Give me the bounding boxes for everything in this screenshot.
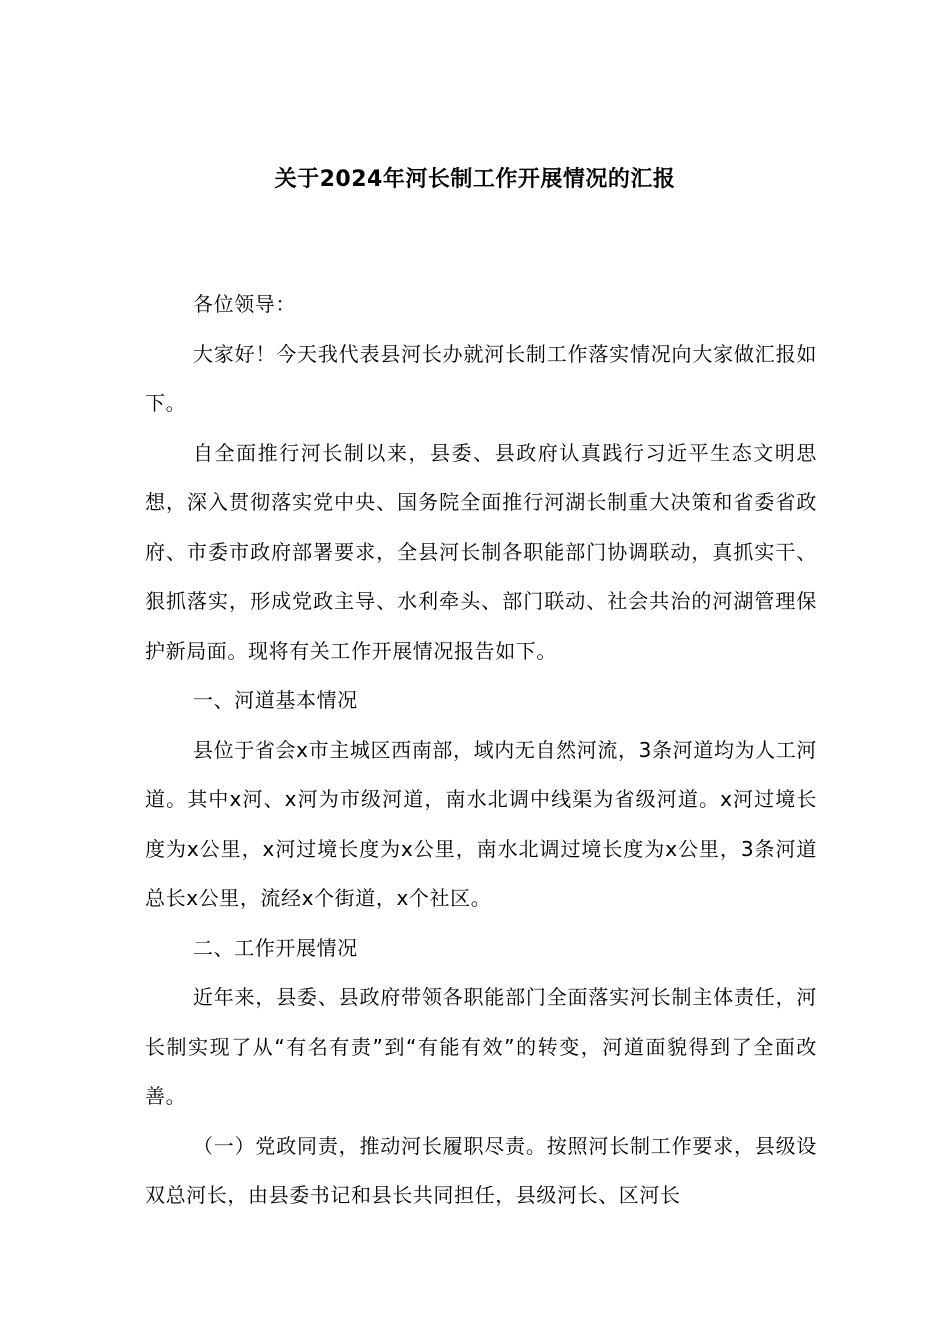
intro-paragraph: 自全面推行河长制以来，县委、县政府认真践行习近平生态文明思想，深入贯彻落实党中央、国务院全面推行河湖长制重大决策和省委省政府、市委市政府部署要求，全县河长制各职能部门协调联动，真抓实干、狠抓落实，形成党政主导、水利牵头、部门联动、社会共治的河湖管理保护新局面。现将有关工作开展情况报告如下。 [145,440,817,663]
river-info-paragraph: 县位于省会x市主城区西南部，域内无自然河流，3条河道均为人工河道。其中x河、x河为市级河道，南水北调中线渠为省级河道。x河过境长度为x公里，x河过境长度为x公里，南水北调过境长度为x公里，3条河道总长x公里，流经x个街道，x个社区。 [145,737,817,910]
document-title: 关于2024年河长制工作开展情况的汇报 [274,167,676,192]
document-body [145,280,817,1221]
salutation: 各位领导： [193,292,296,316]
subsection-1-paragraph: （一）党政同责，推动河长履职尽责。按照河长制工作要求，县级设双总河长，由县委书记和县长共同担任，县级河长、区河长 [145,1133,817,1207]
work-overview-paragraph: 近年来，县委、县政府带领各职能部门全面落实河长制主体责任，河长制实现了从“有名有责”到“有能有效”的转变，河道面貌得到了全面改善。 [145,985,817,1108]
section-heading-1: 一、河道基本情况 [193,688,358,712]
greeting-paragraph: 大家好！今天我代表县河长办就河长制工作落实情况向大家做汇报如下。 [145,341,817,415]
section-heading-2: 二、工作开展情况 [193,935,358,960]
